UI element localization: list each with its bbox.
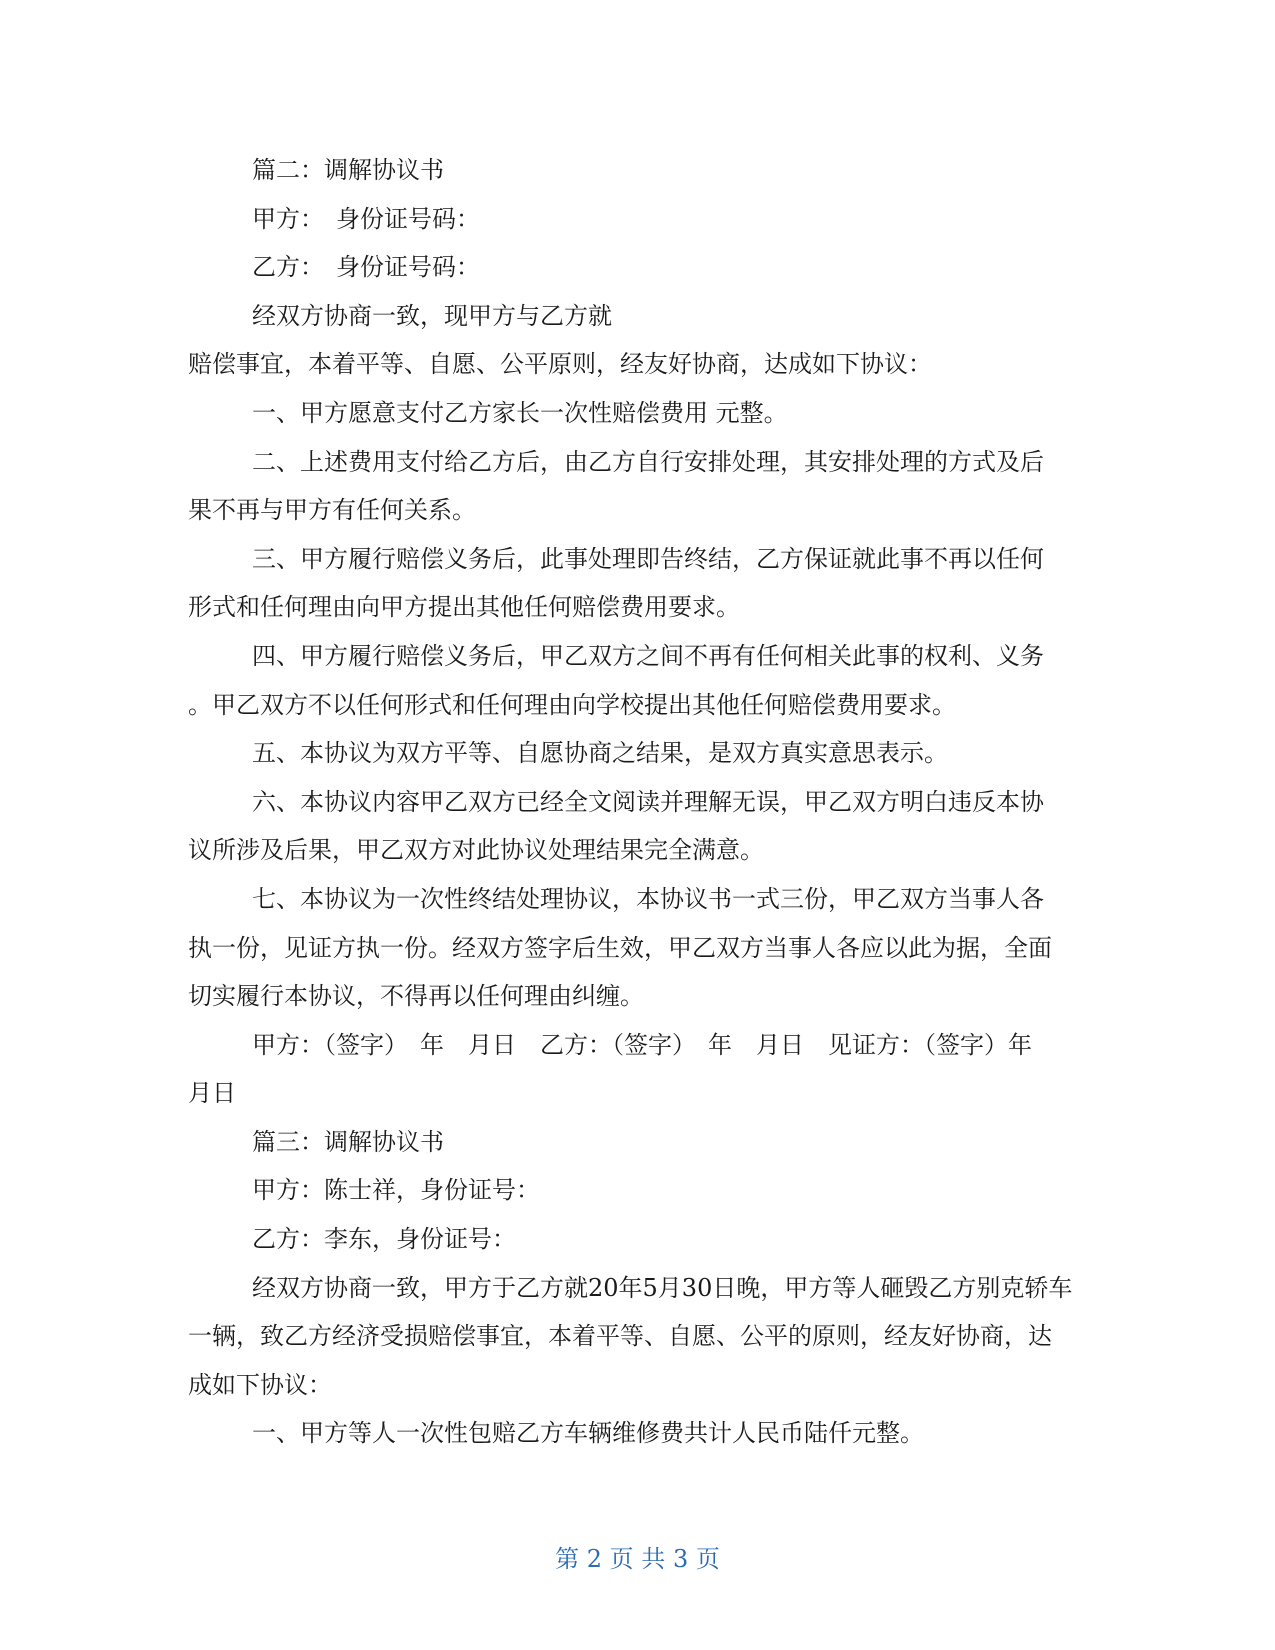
clause-4-line: 。甲乙双方不以任何形式和任何理由向学校提出其他任何赔偿费用要求。 xyxy=(188,690,956,719)
party-b-line: 乙方：李东，身份证号： xyxy=(252,1225,516,1254)
party-b-line: 乙方： 身份证号码： xyxy=(252,253,480,282)
clause-1-line: 一、甲方等人一次性包赔乙方车辆维修费共计人民币陆仟元整。 xyxy=(252,1419,924,1448)
clause-7-line: 七、本协议为一次性终结处理协议，本协议书一式三份，甲乙双方当事人各 xyxy=(252,884,1044,913)
paragraph-line: 经双方协商一致，甲方于乙方就20年5月30日晚，甲方等人砸毁乙方别克轿车 xyxy=(252,1273,1073,1302)
clause-7-line: 切实履行本协议，不得再以任何理由纠缠。 xyxy=(188,982,644,1011)
clause-1-line: 一、甲方愿意支付乙方家长一次性赔偿费用 元整。 xyxy=(252,398,788,427)
clause-3-line: 形式和任何理由向甲方提出其他任何赔偿费用要求。 xyxy=(188,593,740,622)
paragraph-line: 赔偿事宜，本着平等、自愿、公平原则，经友好协商，达成如下协议： xyxy=(188,350,932,379)
clause-5-line: 五、本协议为双方平等、自愿协商之结果，是双方真实意思表示。 xyxy=(252,739,948,768)
clause-2-line: 二、上述费用支付给乙方后，由乙方自行安排处理，其安排处理的方式及后 xyxy=(252,447,1044,476)
clause-7-line: 执一份，见证方执一份。经双方签字后生效，甲乙双方当事人各应以此为据，全面 xyxy=(188,933,1052,962)
clause-6-line: 六、本协议内容甲乙双方已经全文阅读并理解无误，甲乙双方明白违反本协 xyxy=(252,787,1044,816)
paragraph-line: 一辆，致乙方经济受损赔偿事宜，本着平等、自愿、公平的原则，经友好协商，达 xyxy=(188,1322,1052,1351)
signature-line: 甲方：（签字） 年 月日 乙方：（签字） 年 月日 见证方：（签字）年 xyxy=(252,1030,1032,1059)
paragraph-line: 成如下协议： xyxy=(188,1370,332,1399)
clause-4-line: 四、甲方履行赔偿义务后，甲乙双方之间不再有任何相关此事的权利、义务 xyxy=(252,641,1044,670)
signature-line: 月日 xyxy=(188,1079,236,1108)
clause-6-line: 议所涉及后果，甲乙双方对此协议处理结果完全满意。 xyxy=(188,836,764,865)
document-body xyxy=(188,146,1086,1458)
paragraph-line: 经双方协商一致，现甲方与乙方就 xyxy=(252,301,612,330)
party-a-line: 甲方： 身份证号码： xyxy=(252,204,480,233)
clause-2-line: 果不再与甲方有任何关系。 xyxy=(188,496,476,525)
section-heading-part3: 篇三：调解协议书 xyxy=(252,1127,444,1156)
party-a-line: 甲方：陈士祥，身份证号： xyxy=(252,1176,540,1205)
page-number-footer: 第 2 页 共 3 页 xyxy=(555,1545,720,1573)
clause-3-line: 三、甲方履行赔偿义务后，此事处理即告终结，乙方保证就此事不再以任何 xyxy=(252,544,1044,573)
section-heading-part2: 篇二：调解协议书 xyxy=(252,156,444,184)
